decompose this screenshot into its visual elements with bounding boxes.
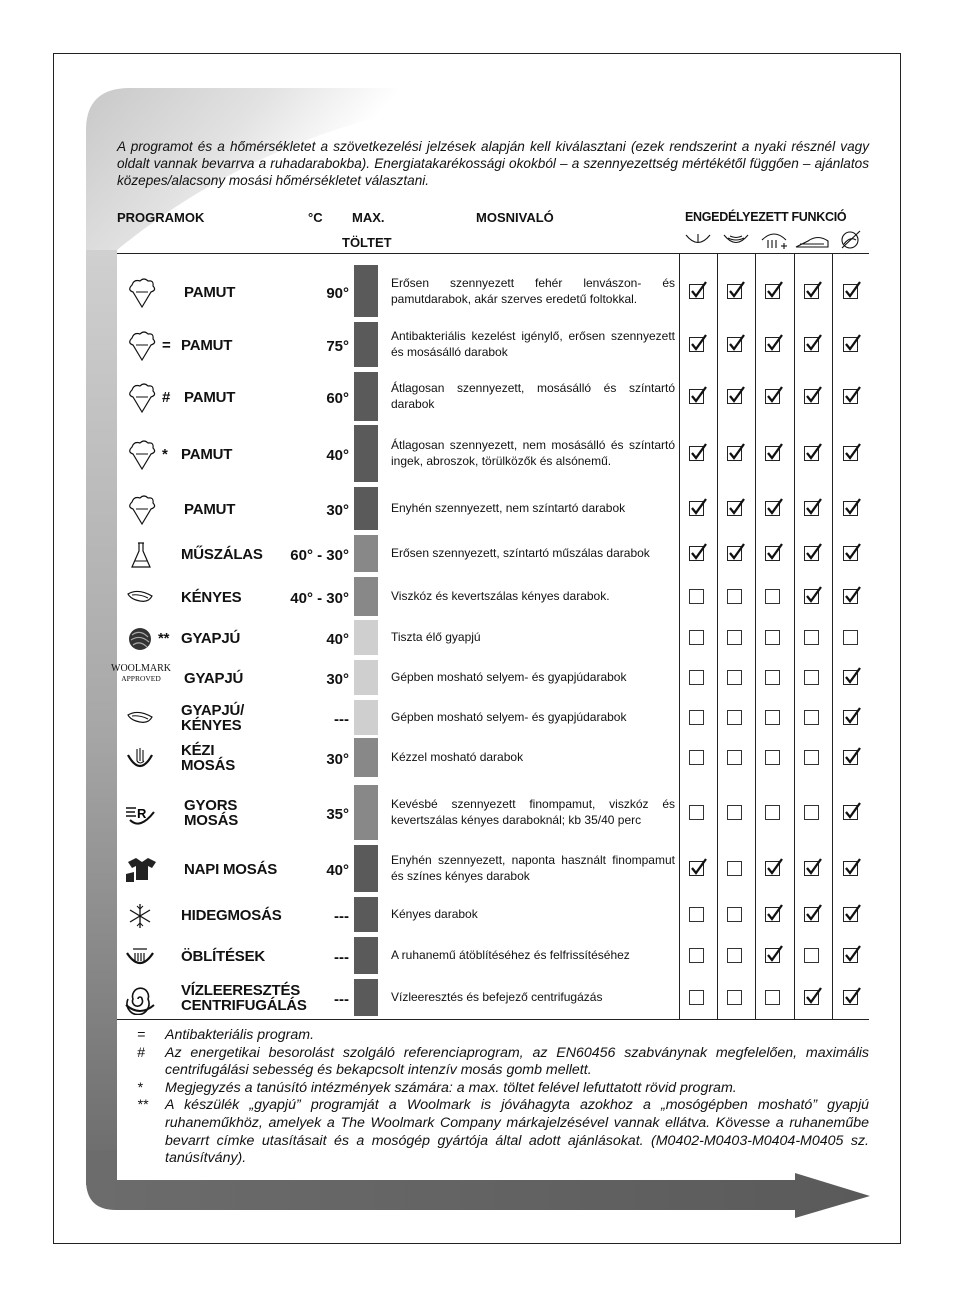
table-row [0, 535, 954, 575]
checkbox-empty [727, 907, 742, 922]
table-row [0, 937, 954, 977]
daily-wash-icon [124, 854, 158, 886]
program-prefix: # [162, 389, 171, 406]
checkbox-empty [765, 630, 780, 645]
program-description: Vízleeresztés és befejező centrifugázás [391, 990, 603, 1004]
program-name [181, 631, 240, 646]
checkbox-empty [727, 589, 742, 604]
program-name-line: GYAPJÚ [181, 630, 241, 647]
checkbox-checked [843, 670, 858, 685]
program-temperature: 90° [326, 284, 349, 302]
program-name-line: GYORS [184, 797, 238, 814]
table-bottom-line [117, 1019, 869, 1020]
program-description: Átlagosan szennyezett, nem mosásálló és színtartó ingek, abroszok, törülközők és alsónemű. [391, 438, 675, 468]
program-description: Gépben mosható selyem- és gyapjúdarabok [391, 710, 627, 724]
woolmark-approved-label: APPROVED [121, 674, 161, 683]
program-name-line: HIDEGMOSÁS [181, 907, 282, 924]
program-temperature: 40° - 30° [290, 590, 349, 607]
program-description: Viszkóz és kevertszálas kényes darabok. [391, 589, 610, 603]
checkbox-checked [727, 337, 742, 352]
table-row [0, 845, 954, 895]
table-row [0, 897, 954, 935]
checkbox-empty [727, 805, 742, 820]
synthetic-icon [124, 539, 158, 571]
load-bar [354, 738, 378, 777]
program-description: Erősen szennyezett, színtartó műszálas darabok [391, 546, 650, 560]
checkbox-empty [804, 805, 819, 820]
cotton-icon [124, 494, 158, 526]
checkbox-empty [765, 805, 780, 820]
program-prefix: * [162, 446, 168, 463]
checkbox-checked [689, 546, 704, 561]
checkbox-checked [804, 501, 819, 516]
checkbox-empty [804, 948, 819, 963]
header-max: MAX. [352, 210, 385, 225]
cotton-icon [124, 330, 158, 362]
checkbox-checked [689, 501, 704, 516]
program-name [181, 338, 232, 353]
program-temperature: --- [334, 991, 349, 1008]
load-bar [354, 897, 378, 932]
program-name [184, 390, 235, 405]
rapid-wash-icon [124, 798, 158, 830]
program-name-line: MOSÁS [181, 757, 236, 774]
load-bar [354, 979, 378, 1016]
checkbox-checked [843, 990, 858, 1005]
delicate-icon [124, 703, 158, 735]
checkbox-checked [765, 501, 780, 516]
program-name-line: PAMUT [181, 337, 233, 354]
program-temperature: 40° [326, 447, 349, 464]
program-name [181, 547, 263, 562]
program-temperature: 40° [326, 862, 349, 879]
table-row [0, 425, 954, 485]
program-description: Kézzel mosható darabok [391, 750, 524, 764]
program-description: Átlagosan szennyezett, mosásálló és színtartó darabok [391, 381, 675, 411]
program-temperature: 60° [326, 390, 349, 407]
program-name [184, 798, 238, 828]
no-spin-icon [842, 231, 860, 248]
load-bar [354, 577, 378, 616]
checkbox-empty [727, 710, 742, 725]
program-name-line: KÉNYES [181, 717, 242, 734]
program-prefix: = [162, 337, 171, 354]
header-programs: PROGRAMOK [117, 210, 205, 225]
checkbox-empty [765, 990, 780, 1005]
checkbox-empty [689, 670, 704, 685]
woolmark-icon [108, 664, 174, 684]
load-bar [354, 535, 378, 572]
load-bar [354, 322, 378, 367]
program-name-line: KÉNYES [181, 589, 242, 606]
prewash-icon [686, 234, 710, 243]
program-name [184, 285, 235, 300]
program-description: Kevésbé szennyezett finompamut, viszkóz és kevertszálas kényes daraboknál; kb 35/40 perc [391, 797, 675, 827]
checkbox-empty [727, 750, 742, 765]
program-name-line: ÖBLÍTÉSEK [181, 948, 266, 965]
program-name [181, 949, 265, 964]
checkbox-checked [843, 446, 858, 461]
load-bar [354, 372, 378, 421]
program-temperature: 30° [326, 502, 349, 519]
program-temperature: 35° [326, 806, 349, 823]
checkbox-checked [765, 546, 780, 561]
rinse-icon [124, 941, 158, 973]
function-icons-row [680, 228, 870, 252]
load-bar [354, 937, 378, 974]
checkbox-checked [765, 446, 780, 461]
checkbox-checked [804, 589, 819, 604]
program-description: Gépben mosható selyem- és gyapjúdarabok [391, 670, 627, 684]
program-name [181, 590, 242, 605]
checkbox-checked [689, 389, 704, 404]
load-bar [354, 425, 378, 482]
table-top-line [117, 253, 869, 254]
program-temperature: 60° - 30° [290, 547, 349, 564]
program-name [184, 502, 235, 517]
checkbox-checked [804, 389, 819, 404]
checkbox-empty [727, 630, 742, 645]
delicate-icon [124, 582, 158, 614]
table-row [0, 265, 954, 320]
checkbox-empty [727, 861, 742, 876]
load-bar [354, 660, 378, 695]
wool-icon [124, 623, 158, 655]
table-row [0, 785, 954, 843]
checkbox-checked [804, 546, 819, 561]
program-name [184, 862, 277, 877]
checkbox-checked [804, 861, 819, 876]
checkbox-empty [804, 710, 819, 725]
checkbox-checked [689, 861, 704, 876]
program-name [184, 671, 243, 686]
checkbox-empty [765, 589, 780, 604]
program-description: Enyhén szennyezett, nem színtartó darabok [391, 501, 626, 515]
checkbox-checked [765, 284, 780, 299]
cotton-icon [124, 382, 158, 414]
program-name-line: GYAPJÚ [184, 670, 244, 687]
intensive-wash-icon [762, 234, 787, 249]
program-temperature: 40° [326, 631, 349, 648]
program-description: Enyhén szennyezett, naponta használt finompamut és színes kényes darabok [391, 853, 675, 883]
table-row [0, 620, 954, 658]
checkbox-empty [765, 710, 780, 725]
program-name [181, 703, 244, 733]
program-name [181, 908, 282, 923]
program-temperature: 75° [326, 338, 349, 355]
checkbox-empty [804, 750, 819, 765]
program-name-line: PAMUT [184, 501, 236, 518]
program-name-line: PAMUT [184, 389, 236, 406]
easy-iron-icon [796, 238, 828, 248]
checkbox-checked [843, 389, 858, 404]
checkbox-empty [765, 670, 780, 685]
checkbox-empty [727, 948, 742, 963]
checkbox-checked [765, 907, 780, 922]
checkbox-checked [727, 546, 742, 561]
program-name-line: CENTRIFUGÁLÁS [181, 997, 307, 1014]
checkbox-checked [804, 284, 819, 299]
checkbox-checked [843, 546, 858, 561]
table-row [0, 979, 954, 1019]
program-name-line: PAMUT [181, 446, 233, 463]
checkbox-empty [689, 750, 704, 765]
table-row [0, 577, 954, 619]
checkbox-empty [727, 670, 742, 685]
program-prefix: ** [158, 630, 170, 647]
table-row [0, 372, 954, 424]
checkbox-checked [765, 389, 780, 404]
checkbox-checked [689, 337, 704, 352]
handwash-icon [124, 743, 158, 775]
checkbox-checked [804, 337, 819, 352]
program-description: A ruhanemű átöblítéséhez és felfrissítéséhez [391, 948, 630, 962]
snowflake-icon [124, 900, 158, 932]
checkbox-empty [804, 630, 819, 645]
program-temperature: --- [334, 711, 349, 728]
checkbox-checked [804, 990, 819, 1005]
checkbox-checked [843, 589, 858, 604]
cotton-icon [124, 439, 158, 471]
table-row [0, 660, 954, 698]
load-bar [354, 265, 378, 317]
program-temperature: 30° [326, 671, 349, 688]
cotton-icon [124, 277, 158, 309]
footnote: ** A készülék „gyapjú” programját a Woolmark is jóváhagyta azokhoz a „mosógépben mosható” gyapjú ruhaneműkhöz, amelyek a The Woolmark Company márkajelzésével vannak ellátva. Kövesse a ruhaneműbe bevarrt címke utasításait és a mosógép gyártója által adott ajánlásokat. (M0402-M0403-M0404-M0405 sz. tanúsítvány). [137, 1097, 869, 1167]
checkbox-checked [843, 750, 858, 765]
program-temperature: --- [334, 908, 349, 925]
program-temperature: --- [334, 949, 349, 966]
footnote: * Megjegyzés a tanúsító intézmények számára: a max. töltet felével lefuttatott rövid program. [137, 1079, 737, 1096]
checkbox-checked [689, 446, 704, 461]
checkbox-empty [689, 907, 704, 922]
program-temperature: 30° [326, 751, 349, 768]
intro-text: A programot és a hőmérsékletet a szövetkezelési jelzések alapján kell kiválasztani (ezek rendszerint a nyaki résznél vagy oldalt vannak bevarrva a ruhadarabokba). Energiatakarékossági okokból – a szennyezettség mértékétől függően – ajánlatos közepes/alacsony mosási hőmérsékletet választani. [117, 139, 869, 188]
checkbox-checked [765, 948, 780, 963]
checkbox-empty [804, 670, 819, 685]
svg-text:R: R [137, 806, 147, 821]
footnote: # Az energetikai besorolást szolgáló referenciaprogram, az EN60456 szabványnak megfelelően, maximális centrifugálási sebesség és bekapcsolt intenzív mosás gomb mellett. [137, 1044, 869, 1079]
program-name [181, 743, 235, 773]
checkbox-empty [727, 990, 742, 1005]
table-row [0, 487, 954, 533]
checkbox-empty [689, 805, 704, 820]
checkbox-checked [843, 284, 858, 299]
program-name-line: PAMUT [184, 283, 236, 301]
checkbox-checked [843, 710, 858, 725]
table-row [0, 322, 954, 370]
checkbox-checked [804, 907, 819, 922]
checkbox-empty [765, 750, 780, 765]
woolmark-label: WOOLMARK [111, 663, 171, 674]
program-name-line: MŰSZÁLAS [181, 546, 263, 563]
table-row [0, 738, 954, 780]
program-description: Tiszta élő gyapjú [391, 630, 481, 644]
checkbox-checked [804, 446, 819, 461]
program-name-line: VÍZLEERESZTÉS [181, 982, 301, 999]
checkbox-checked [765, 861, 780, 876]
program-description: Erősen szennyezett fehér lenvászon- és pamutdarabok, akár szerves eredetű foltokkal. [391, 275, 675, 306]
checkbox-checked [727, 284, 742, 299]
load-bar [354, 700, 378, 735]
checkbox-checked [843, 861, 858, 876]
program-name-line: KÉZI [181, 742, 215, 759]
checkbox-checked [689, 284, 704, 299]
checkbox-checked [765, 337, 780, 352]
checkbox-checked [843, 337, 858, 352]
load-bar [354, 620, 378, 655]
checkbox-checked [727, 446, 742, 461]
load-bar [354, 487, 378, 530]
checkbox-empty [843, 630, 858, 645]
header-laundry: MOSNIVALÓ [476, 210, 554, 225]
checkbox-empty [689, 589, 704, 604]
load-bar [354, 845, 378, 892]
header-load: TÖLTET [342, 235, 392, 250]
program-description: Antibakteriális kezelést igénylő, erősen szennyezett és mosásálló darabok [391, 329, 675, 359]
checkbox-checked [843, 948, 858, 963]
checkbox-checked [727, 501, 742, 516]
header-temp: °C [308, 210, 323, 225]
program-name-line: NAPI MOSÁS [184, 861, 278, 878]
load-bar [354, 785, 378, 840]
checkbox-checked [843, 907, 858, 922]
header-functions: ENGEDÉLYEZETT FUNKCIÓ [685, 210, 847, 224]
checkbox-empty [689, 990, 704, 1005]
table-row [0, 700, 954, 738]
program-name [181, 447, 232, 462]
stain-icon [724, 235, 748, 243]
program-description: Kényes darabok [391, 907, 478, 921]
spin-icon [124, 983, 158, 1015]
checkbox-checked [843, 501, 858, 516]
checkbox-empty [689, 630, 704, 645]
checkbox-checked [843, 805, 858, 820]
footnotes [137, 1027, 869, 1168]
footnote: = Antibakteriális program. [137, 1027, 315, 1043]
program-name-line: MOSÁS [184, 812, 239, 829]
checkbox-checked [727, 389, 742, 404]
checkbox-empty [689, 948, 704, 963]
checkbox-empty [689, 710, 704, 725]
program-name-line: GYAPJÚ/ [181, 702, 245, 719]
